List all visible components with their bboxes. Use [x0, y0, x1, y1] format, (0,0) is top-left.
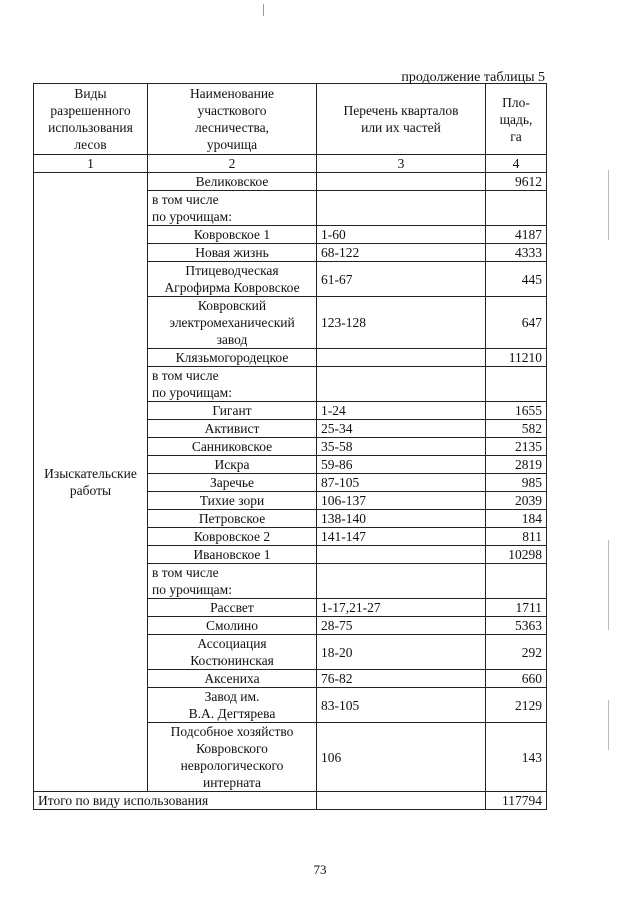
quarters-cell: [317, 564, 486, 599]
quarters-cell: 106: [317, 723, 486, 792]
text-line: неврологического: [180, 758, 284, 773]
text-line: Санниковское: [191, 439, 273, 454]
forestry-name-cell: [148, 402, 317, 420]
text-line: Ассоциация: [197, 636, 267, 651]
forest-usage-table: [33, 83, 547, 810]
area-cell: 2819: [486, 456, 547, 474]
text-line: Пло-: [502, 94, 530, 110]
area-cell: 184: [486, 510, 547, 528]
column-number-row: [34, 155, 547, 173]
area-cell: 292: [486, 635, 547, 670]
forestry-name-cell: [148, 492, 317, 510]
area-cell: 143: [486, 723, 547, 792]
area-cell: 582: [486, 420, 547, 438]
column-number: 4: [486, 155, 547, 173]
text-line: Ковровского: [196, 741, 268, 756]
text-line: Заречье: [209, 475, 255, 490]
table-body: [34, 173, 547, 792]
forestry-name-cell: [148, 191, 317, 226]
forestry-name-cell: [148, 564, 317, 599]
header-usage-type: [34, 84, 148, 155]
quarters-cell: 1-24: [317, 402, 486, 420]
column-number: 2: [148, 155, 317, 173]
forestry-name-cell: [148, 420, 317, 438]
text-line: Смолино: [205, 618, 259, 633]
area-cell: 5363: [486, 617, 547, 635]
total-row: [34, 792, 547, 810]
text-line: Птицеводческая: [185, 263, 279, 278]
text-line: в том числе: [152, 192, 219, 207]
quarters-cell: 61-67: [317, 262, 486, 297]
text-line: Подсобное хозяйство: [170, 724, 294, 739]
quarters-cell: 59-86: [317, 456, 486, 474]
page-number: 73: [313, 862, 327, 877]
text-line: урочища: [206, 137, 258, 152]
usage-type-cell: [34, 173, 148, 792]
text-line: Наименование: [189, 86, 275, 101]
text-line: Агрофирма Ковровское: [164, 280, 300, 295]
quarters-cell: 28-75: [317, 617, 486, 635]
text-line: Изыскательские: [44, 466, 137, 481]
text-line: лесничества,: [194, 120, 270, 135]
header-forestry-name: [148, 84, 317, 155]
text-line: Аксениха: [204, 671, 260, 686]
text-line: лесов: [74, 137, 107, 152]
quarters-cell: 35-58: [317, 438, 486, 456]
forestry-name-cell: [148, 688, 317, 723]
text-line: Клязьмогородецкое: [175, 350, 289, 365]
text-line: В.А. Дегтярева: [188, 706, 276, 721]
text-line: по урочищам:: [152, 385, 232, 400]
text-line: участкового: [197, 103, 267, 118]
forestry-name-cell: [148, 670, 317, 688]
quarters-cell: [317, 191, 486, 226]
column-number: 1: [34, 155, 148, 173]
text-line: Завод им.: [204, 689, 260, 704]
area-cell: 1711: [486, 599, 547, 617]
area-cell: 4187: [486, 226, 547, 244]
area-cell: 660: [486, 670, 547, 688]
area-cell: 2135: [486, 438, 547, 456]
quarters-cell: 106-137: [317, 492, 486, 510]
text-line: щадь,: [499, 111, 533, 127]
quarters-cell: 68-122: [317, 244, 486, 262]
forestry-name-cell: [148, 528, 317, 546]
total-quarters: [317, 792, 486, 810]
text-line: Великовское: [195, 174, 269, 189]
table-caption: продолжение таблицы 5: [401, 70, 545, 85]
quarters-cell: 87-105: [317, 474, 486, 492]
text-line: Петровское: [198, 511, 266, 526]
text-line: интерната: [202, 775, 261, 790]
text-line: в том числе: [152, 368, 219, 383]
text-line: Новая жизнь: [195, 245, 269, 260]
text-line: разрешенного: [50, 103, 131, 118]
forestry-name-cell: [148, 510, 317, 528]
area-cell: 811: [486, 528, 547, 546]
forestry-name-cell: [148, 297, 317, 349]
column-number: 3: [317, 155, 486, 173]
text-line: Ковровское 2: [193, 529, 271, 544]
forestry-name-cell: [148, 723, 317, 792]
text-line: Костюнинская: [190, 653, 274, 668]
forestry-name-cell: [148, 635, 317, 670]
quarters-cell: [317, 173, 486, 191]
quarters-cell: 123-128: [317, 297, 486, 349]
text-line: Ивановское 1: [193, 547, 271, 562]
total-label: Итого по виду использования: [34, 792, 317, 810]
text-line: Активист: [204, 421, 260, 436]
quarters-cell: 25-34: [317, 420, 486, 438]
area-cell: 10298: [486, 546, 547, 564]
area-cell: 647: [486, 297, 547, 349]
text-line: Тихие зори: [199, 493, 265, 508]
scan-edge-line: [608, 540, 609, 630]
text-line: или их частей: [361, 120, 441, 135]
forestry-name-cell: [148, 367, 317, 402]
area-cell: [486, 191, 547, 226]
total-area: 117794: [486, 792, 547, 810]
forestry-name-cell: [148, 262, 317, 297]
quarters-cell: 1-17,21-27: [317, 599, 486, 617]
table-header-row: [34, 84, 547, 155]
area-cell: 1655: [486, 402, 547, 420]
area-cell: 445: [486, 262, 547, 297]
quarters-cell: [317, 546, 486, 564]
text-line: по урочищам:: [152, 209, 232, 224]
quarters-cell: 1-60: [317, 226, 486, 244]
scan-artifact: [263, 4, 264, 16]
area-cell: 2129: [486, 688, 547, 723]
forestry-name-cell: [148, 244, 317, 262]
text-line: по урочищам:: [152, 582, 232, 597]
text-line: завод: [216, 332, 248, 347]
quarters-cell: [317, 349, 486, 367]
area-cell: [486, 367, 547, 402]
text-line: га: [510, 128, 522, 144]
table-row: [34, 173, 547, 191]
quarters-cell: 18-20: [317, 635, 486, 670]
forestry-name-cell: [148, 173, 317, 191]
area-cell: 985: [486, 474, 547, 492]
text-line: Перечень кварталов: [343, 103, 459, 118]
text-line: Рассвет: [210, 600, 254, 615]
text-line: электромеханический: [169, 315, 295, 330]
text-line: Искра: [214, 457, 250, 472]
scan-edge-line: [608, 170, 609, 240]
text-line: Ковровское 1: [193, 227, 271, 242]
text-line: Виды: [74, 86, 107, 101]
forestry-name-cell: [148, 349, 317, 367]
forestry-name-cell: [148, 546, 317, 564]
forestry-name-cell: [148, 474, 317, 492]
text-line: Гигант: [212, 403, 252, 418]
text-line: работы: [69, 483, 112, 498]
scan-edge-line: [608, 700, 609, 750]
area-cell: 11210: [486, 349, 547, 367]
quarters-cell: 141-147: [317, 528, 486, 546]
area-cell: 2039: [486, 492, 547, 510]
area-cell: 9612: [486, 173, 547, 191]
forestry-name-cell: [148, 599, 317, 617]
header-quarters: [317, 84, 486, 155]
quarters-cell: 83-105: [317, 688, 486, 723]
forestry-name-cell: [148, 617, 317, 635]
text-line: в том числе: [152, 565, 219, 580]
quarters-cell: 76-82: [317, 670, 486, 688]
text-line: Ковровский: [197, 298, 267, 313]
area-cell: 4333: [486, 244, 547, 262]
quarters-cell: [317, 367, 486, 402]
text-line: использования: [48, 120, 133, 135]
area-cell: [486, 564, 547, 599]
header-area: [486, 84, 547, 155]
forestry-name-cell: [148, 438, 317, 456]
quarters-cell: 138-140: [317, 510, 486, 528]
forestry-name-cell: [148, 456, 317, 474]
forestry-name-cell: [148, 226, 317, 244]
